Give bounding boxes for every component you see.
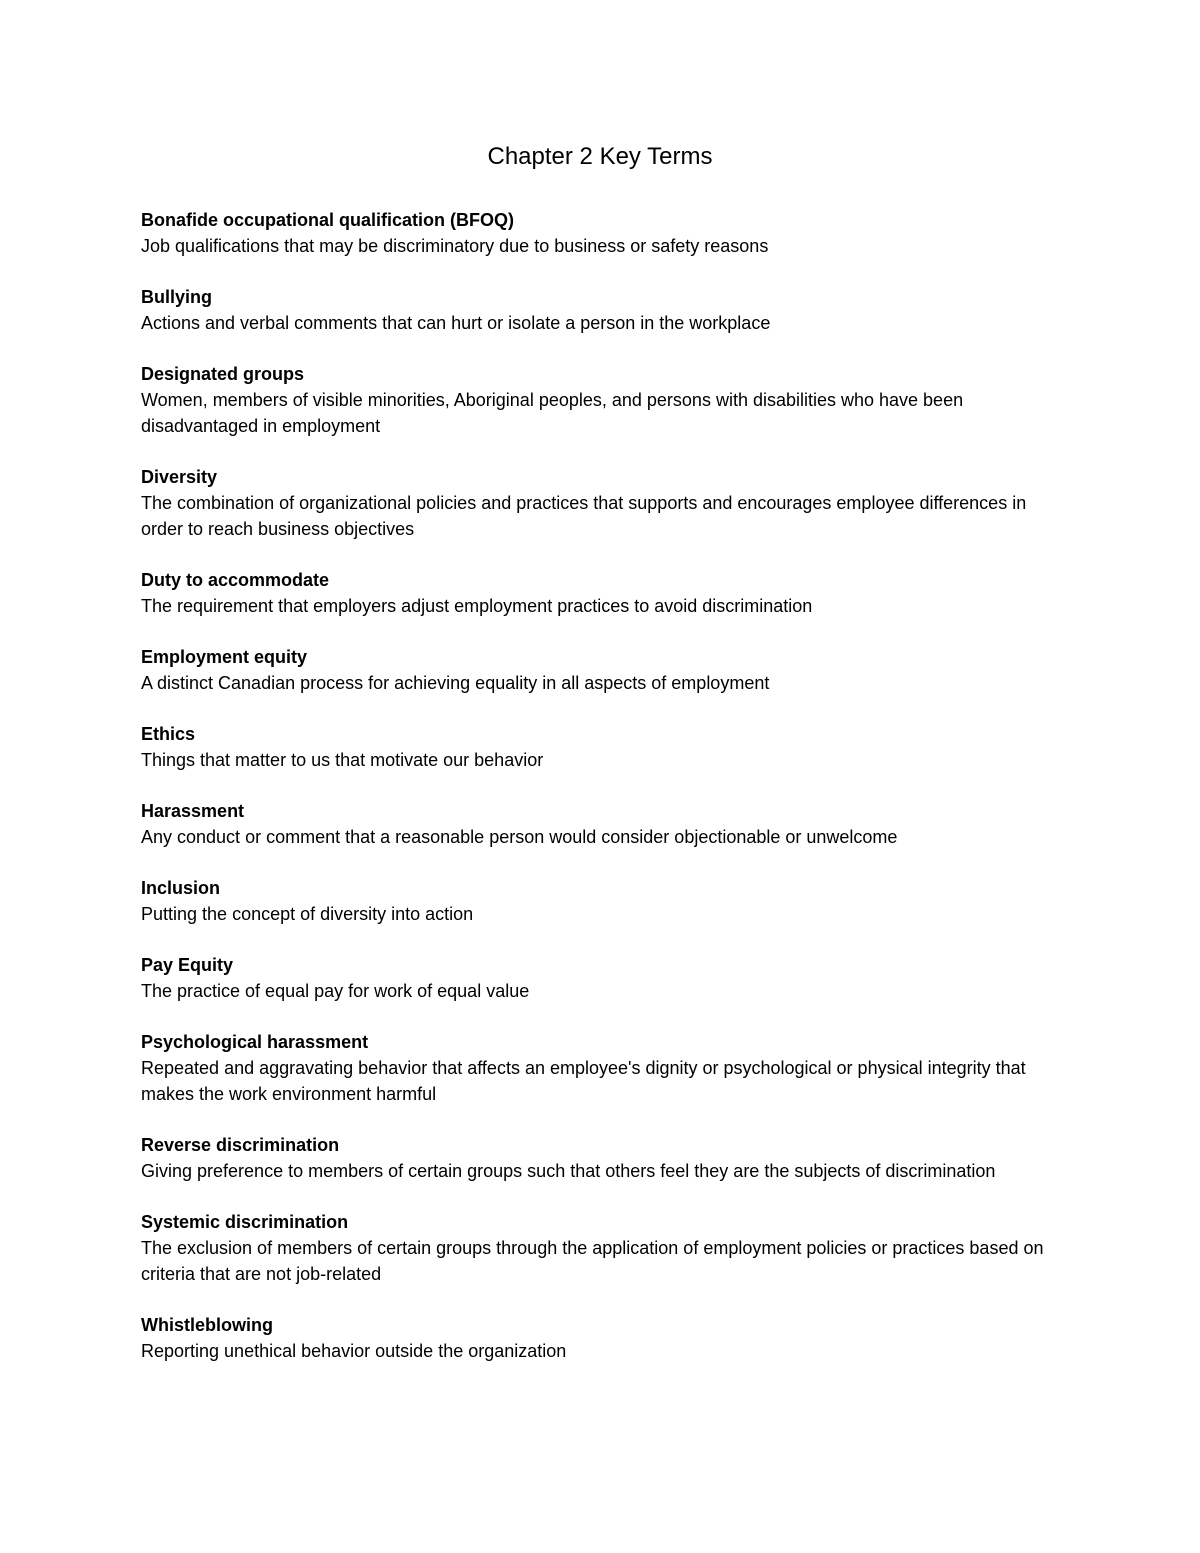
term-definition: The practice of equal pay for work of equal value — [141, 981, 530, 1001]
term-name: Whistleblowing — [141, 1315, 273, 1335]
term-entry — [141, 464, 1061, 542]
term-entry — [141, 644, 1061, 696]
term-name: Psychological harassment — [141, 1032, 369, 1052]
term-name: Diversity — [141, 467, 218, 487]
term-name: Ethics — [141, 724, 196, 744]
term-entry — [141, 207, 1061, 259]
term-entry — [141, 952, 1061, 1004]
term-entry — [141, 1029, 1061, 1107]
term-name: Designated groups — [141, 364, 305, 384]
term-entry — [141, 1312, 1061, 1364]
term-entry — [141, 361, 1061, 439]
term-definition: A distinct Canadian process for achieving equality in all aspects of employment — [141, 673, 770, 693]
term-entry — [141, 798, 1061, 850]
term-name: Harassment — [141, 801, 245, 821]
term-definition: Things that matter to us that motivate our behavior — [141, 750, 544, 770]
page-title: Chapter 2 Key Terms — [487, 143, 713, 170]
term-name: Bonafide occupational qualification (BFOQ) — [141, 210, 515, 230]
term-definition: Actions and verbal comments that can hurt or isolate a person in the workplace — [141, 313, 771, 333]
term-definition: Women, members of visible minorities, Aboriginal peoples, and persons with disabilities who have been disadvantaged in employment — [141, 390, 964, 436]
term-entry — [141, 875, 1061, 927]
term-name: Systemic discrimination — [141, 1212, 349, 1232]
term-entry — [141, 1132, 1061, 1184]
key-terms-list — [141, 207, 1061, 1389]
term-entry — [141, 567, 1061, 619]
term-entry — [141, 721, 1061, 773]
term-name: Bullying — [141, 287, 212, 307]
term-name: Pay Equity — [141, 955, 234, 975]
term-entry — [141, 1209, 1061, 1287]
term-definition: Giving preference to members of certain groups such that others feel they are the subjects of discrimination — [141, 1161, 996, 1181]
term-definition: Repeated and aggravating behavior that affects an employee's dignity or psychological or physical integrity that makes the work environment harmful — [141, 1058, 1026, 1104]
term-definition: Any conduct or comment that a reasonable person would consider objectionable or unwelcome — [141, 827, 898, 847]
term-name: Reverse discrimination — [141, 1135, 340, 1155]
term-definition: The exclusion of members of certain groups through the application of employment policies or practices based on criteria that are not job-related — [141, 1238, 1044, 1284]
term-definition: Reporting unethical behavior outside the organization — [141, 1341, 567, 1361]
term-definition: The combination of organizational policies and practices that supports and encourages employee differences in order to reach business objectives — [141, 493, 1027, 539]
term-name: Employment equity — [141, 647, 308, 667]
term-name: Duty to accommodate — [141, 570, 330, 590]
term-definition: The requirement that employers adjust employment practices to avoid discrimination — [141, 596, 813, 616]
term-definition: Putting the concept of diversity into action — [141, 904, 474, 924]
term-entry — [141, 284, 1061, 336]
term-name: Inclusion — [141, 878, 221, 898]
term-definition: Job qualifications that may be discriminatory due to business or safety reasons — [141, 236, 769, 256]
